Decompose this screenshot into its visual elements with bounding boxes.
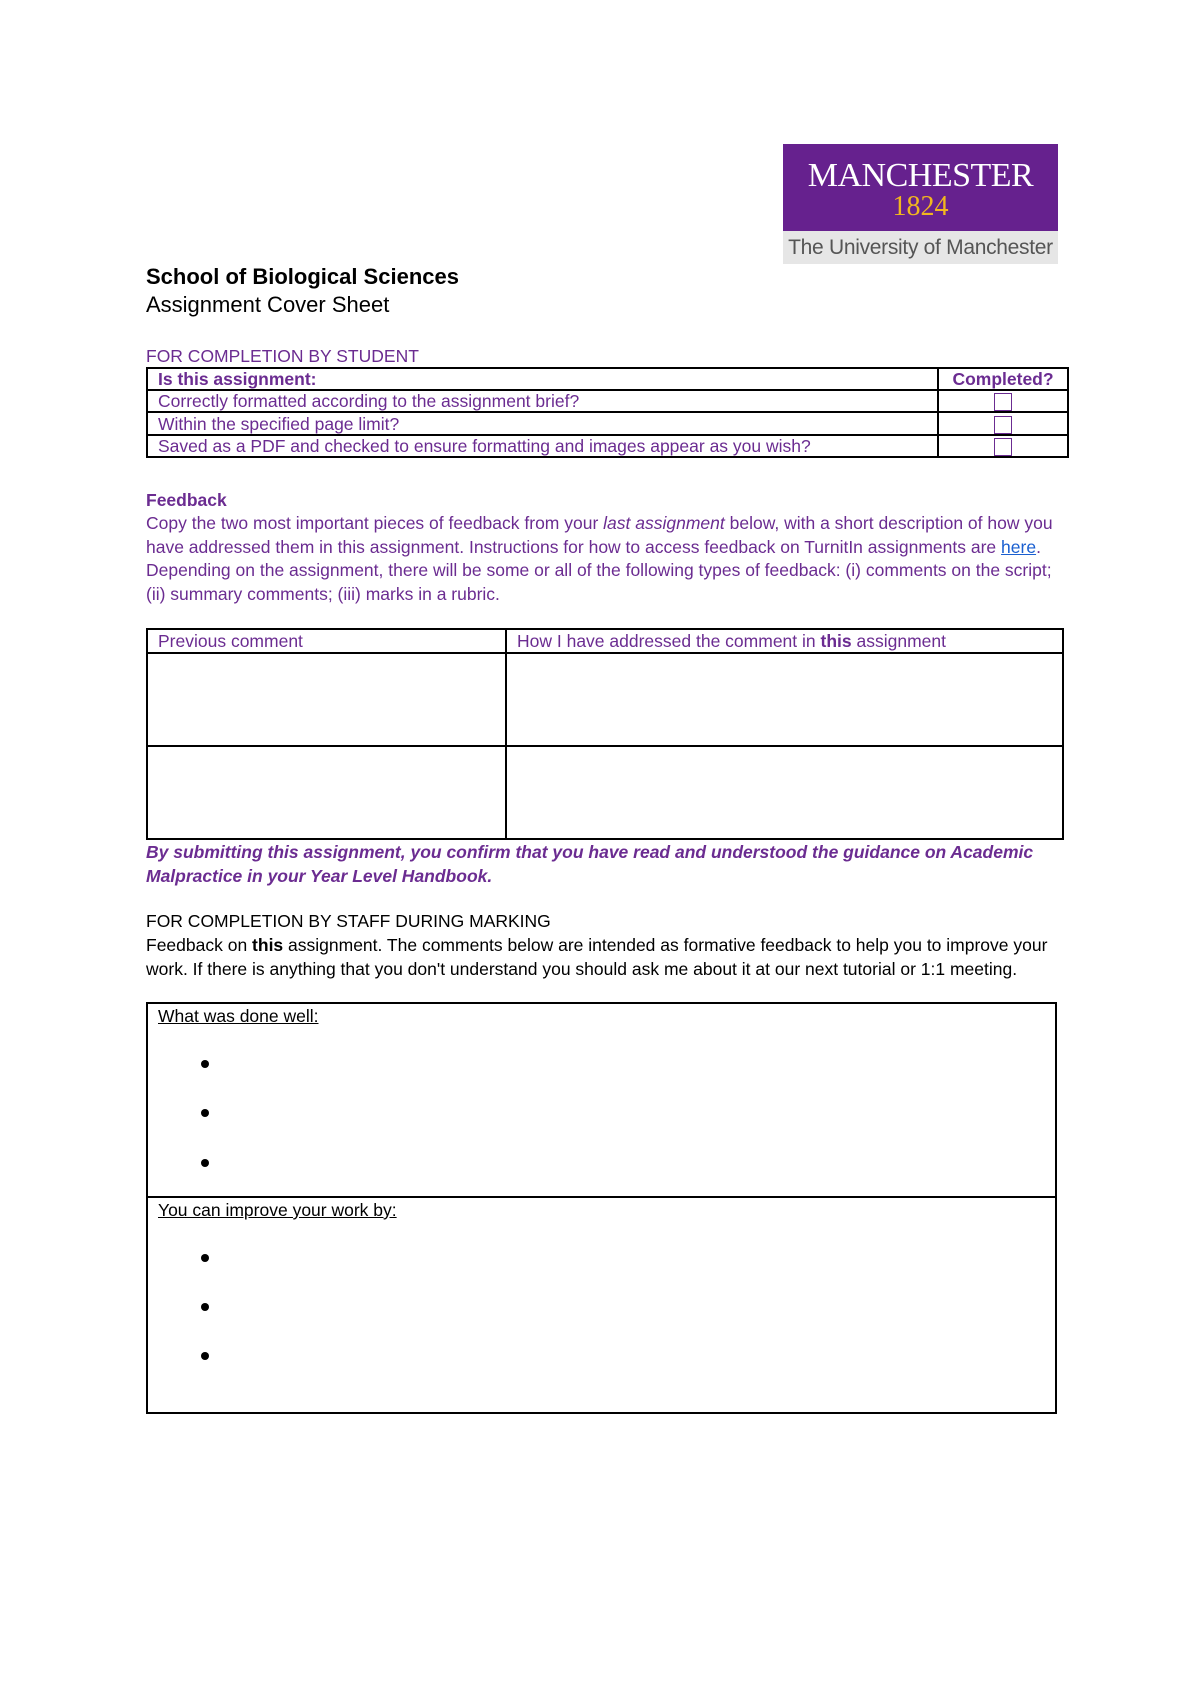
previous-comment-cell[interactable] bbox=[147, 746, 506, 839]
addressed-comment-cell[interactable] bbox=[506, 746, 1063, 839]
previous-comment-header: Previous comment bbox=[147, 629, 506, 653]
header-text: How I have addressed the comment in bbox=[517, 631, 821, 651]
checklist-col2-header: Completed? bbox=[938, 368, 1068, 390]
pdf-checkbox[interactable] bbox=[994, 438, 1012, 456]
bullet-icon bbox=[201, 1352, 209, 1360]
improve-box[interactable] bbox=[146, 1196, 1057, 1414]
school-name: School of Biological Sciences bbox=[146, 264, 459, 289]
feedback-text: Copy the two most important pieces of feedback from your bbox=[146, 513, 604, 533]
logo-year: 1824 bbox=[892, 191, 949, 222]
addressed-comment-header bbox=[506, 629, 1063, 653]
feedback-heading: Feedback bbox=[146, 490, 227, 510]
feedback-response-table bbox=[146, 628, 1064, 840]
university-logo bbox=[783, 144, 1058, 264]
feedback-instructions bbox=[146, 512, 1070, 606]
logo-wordmark: MANCHESTER bbox=[807, 157, 1034, 194]
checklist-item-label: Within the specified page limit? bbox=[147, 412, 938, 434]
bullet-icon bbox=[201, 1060, 209, 1068]
checklist-row bbox=[147, 390, 1068, 412]
checklist-cell bbox=[938, 390, 1068, 412]
feedback-italic-text: last assignment bbox=[603, 513, 725, 533]
staff-bold-text: this bbox=[252, 935, 284, 955]
done-well-box[interactable] bbox=[146, 1002, 1057, 1198]
turnitin-help-link[interactable]: here bbox=[1001, 536, 1037, 557]
header-bold-text: this bbox=[820, 631, 852, 651]
bullet-icon bbox=[201, 1254, 209, 1262]
checklist-row bbox=[147, 435, 1068, 457]
checklist-col1-header: Is this assignment: bbox=[147, 368, 938, 390]
feedback-row bbox=[147, 653, 1063, 746]
checklist-cell bbox=[938, 412, 1068, 434]
checklist-item-label: Saved as a PDF and checked to ensure formatting and images appear as you wish? bbox=[147, 435, 938, 457]
malpractice-confirmation: By submitting this assignment, you confirm that you have read and understood the guidance on Academic Malpractice in your Year Level Handbook. bbox=[146, 842, 1034, 886]
student-checklist-table bbox=[146, 367, 1069, 458]
bullet-icon bbox=[201, 1159, 209, 1167]
header-text: assignment bbox=[851, 631, 946, 651]
staff-section-heading: FOR COMPLETION BY STAFF DURING MARKING bbox=[146, 911, 551, 931]
page-limit-checkbox[interactable] bbox=[994, 416, 1012, 434]
checklist-header-row bbox=[147, 368, 1068, 390]
checklist-item-label: Correctly formatted according to the assignment brief? bbox=[147, 390, 938, 412]
feedback-row bbox=[147, 746, 1063, 839]
page-title: Assignment Cover Sheet bbox=[146, 292, 390, 317]
addressed-comment-cell[interactable] bbox=[506, 653, 1063, 746]
staff-instructions bbox=[146, 934, 1071, 981]
logo-university-name: The University of Manchester bbox=[788, 236, 1053, 259]
done-well-label: What was done well: bbox=[158, 1006, 319, 1026]
feedback-text: . Depending on the assignment, there will be some or all of the following types of feedback: (i) comments on the script; (ii) summary comments; (iii) marks in a rubric. bbox=[146, 536, 1052, 604]
staff-text: assignment. The comments below are intended as formative feedback to help you to improve your work. If there is anything that you don't understand you should ask me about it at our next tutorial or 1:1 meeting. bbox=[146, 935, 1048, 979]
improve-label: You can improve your work by: bbox=[158, 1200, 397, 1220]
formatted-checkbox[interactable] bbox=[994, 393, 1012, 411]
feedback-text: below, with a short description of how you have addressed them in this assignment. Instructions for how to access feedback on TurnitIn assignments are bbox=[146, 513, 1053, 557]
student-section-heading: FOR COMPLETION BY STUDENT bbox=[146, 346, 419, 366]
feedback-header-row bbox=[147, 629, 1063, 653]
bullet-icon bbox=[201, 1109, 209, 1117]
bullet-icon bbox=[201, 1303, 209, 1311]
checklist-cell bbox=[938, 435, 1068, 457]
previous-comment-cell[interactable] bbox=[147, 653, 506, 746]
checklist-row bbox=[147, 412, 1068, 434]
staff-text: Feedback on bbox=[146, 935, 253, 955]
